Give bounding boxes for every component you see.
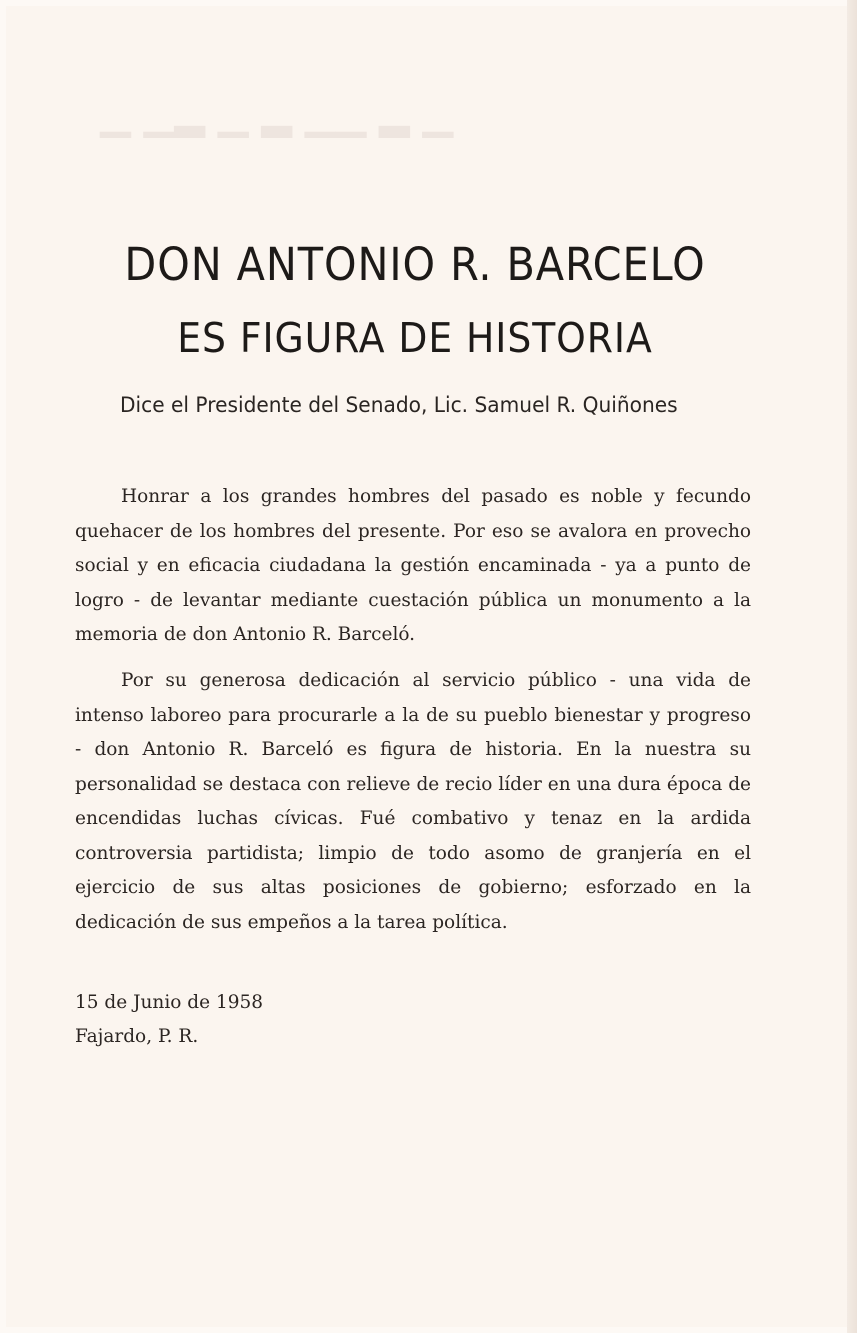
title-line-2: ES FIGURA DE HISTORIA	[177, 314, 653, 362]
paragraph-2: Por su generosa dedicación al servicio público - una vida de intenso laboreo para procurarle a la de su pueblo bienestar y progreso - don Antonio R. Barceló es figura de historia. En la nuestra su personalidad se destaca con relieve de recio líder en una dura época de encendidas luchas cívicas. Fué combativo y tenaz en la ardida controversia partidista; limpio de todo asomo de granjería en el ejercicio de sus altas posiciones de gobierno; esforzado en la dedicación de sus empeños a la tarea política.	[75, 670, 751, 933]
paragraph-1: Honrar a los grandes hombres del pasado es noble y fecundo quehacer de los hombres del presente. Por eso se avalora en provecho social y en eficacia ciudadana la gestión encaminada - ya a punto de logro - de levantar mediante cuestación pública un monumento a la memoria de don Antonio R. Barceló.	[75, 486, 751, 645]
date-line: 15 de Junio de 1958	[75, 992, 264, 1013]
bleed-through-decoration: ▁ ▂ ▁▁ ▂ ▁ ▂▁ ▁	[100, 92, 454, 138]
paper-edge	[847, 0, 857, 1333]
place-line: Fajardo, P. R.	[75, 1026, 199, 1047]
subtitle: Dice el Presidente del Senado, Lic. Samuel R. Quiñones	[120, 393, 678, 417]
title-line-1: DON ANTONIO R. BARCELO	[124, 238, 706, 291]
